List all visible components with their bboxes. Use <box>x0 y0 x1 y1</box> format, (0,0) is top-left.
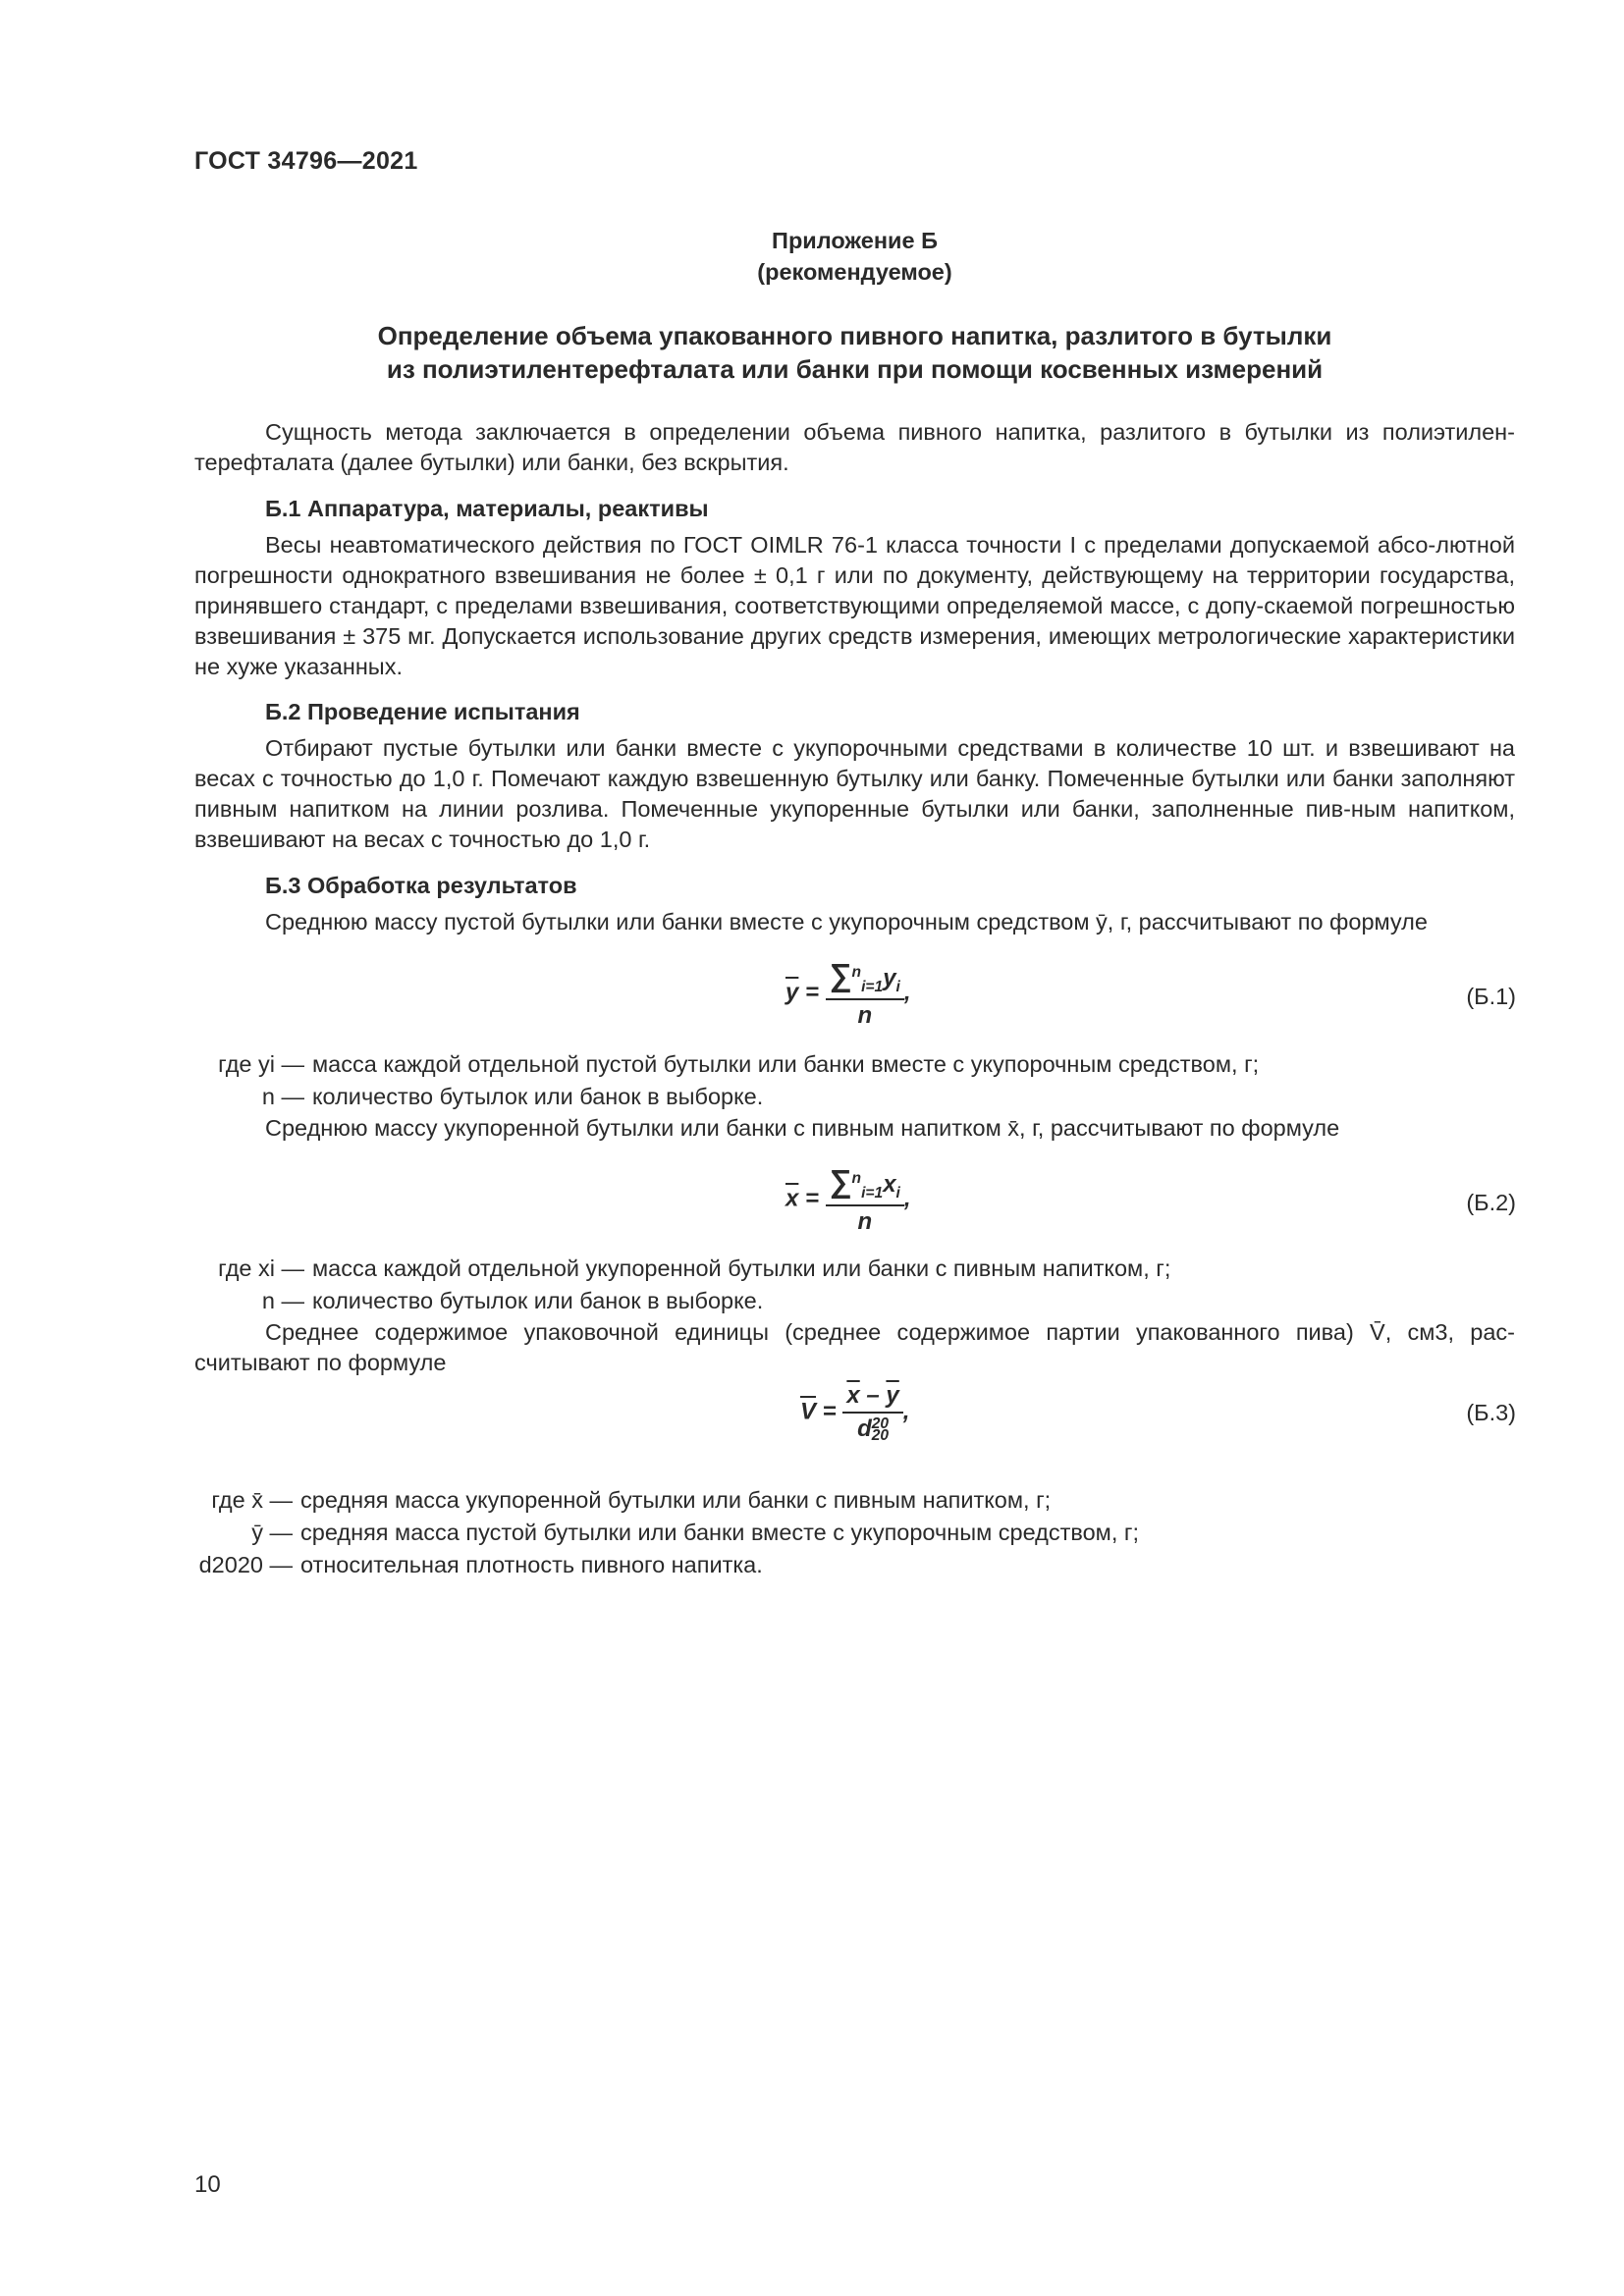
section-b2-text: Отбирают пустые бутылки или банки вместе с укупорочными средствами в количестве 10 шт. и взвешивают на весах с точностью до 1,0 г. Помечают каждую взвешенную бутылку или банку. Помеченные бутылки или банки заполняют пивным напитком на линии розлива. Помеченные укупоренные бутылки или банки, заполненные пив-ным напитком, взвешивают на весах с точностью до 1,0 г. <box>194 735 1515 852</box>
annex-title: Приложение Б <box>772 228 938 253</box>
section-b3-heading: Б.3 Обработка результатов <box>265 873 577 898</box>
definition-text: относительная плотность пивного напитка. <box>300 1552 763 1577</box>
section-b1-heading: Б.1 Аппаратура, материалы, реактивы <box>265 496 709 521</box>
definitions-b2 <box>194 1253 1170 1317</box>
definition-row <box>194 1048 1259 1081</box>
definition-text: средняя масса пустой бутылки или банки вместе с укупорочным средством, г; <box>300 1520 1139 1545</box>
intro-paragraph: Сущность метода заключается в определении объема пивного напитка, разлитого в бутылки из полиэтилен-терефталата (далее бутылки) или банки, без вскрытия. <box>194 419 1515 475</box>
definition-row <box>194 1484 1139 1517</box>
definition-row <box>194 1549 1139 1581</box>
title-line-1: Определение объема упакованного пивного напитка, разлитого в бутылки <box>377 321 1332 350</box>
page-number: 10 <box>194 2171 221 2198</box>
definition-row <box>194 1517 1139 1549</box>
equation-number-b1: (Б.1) <box>1466 984 1516 1009</box>
definition-text: количество бутылок или банок в выборке. <box>312 1288 764 1313</box>
definitions-b3 <box>194 1484 1139 1581</box>
definition-symbol: ȳ — <box>251 1520 293 1545</box>
definition-symbol: где xi — <box>218 1255 304 1281</box>
equation-number-b2: (Б.2) <box>1466 1190 1516 1215</box>
definition-symbol: n — <box>261 1288 304 1313</box>
formula-b3: $\overline{V}$ = $\overline{x} - \overline{y}$ d 20 20 , <box>800 1382 910 1444</box>
equation-number-b3: (Б.3) <box>1466 1400 1516 1425</box>
formula-b1: $\overline{y}$ = $\frac{\sum^n_{i=1}y_i}{n}$ , <box>785 957 911 1029</box>
section-b1-text: Весы неавтоматического действия по ГОСТ OIMLR 76-1 класса точности I с пределами допускаемой абсо-лютной погрешности однократного взвешивания не более ± 0,1 г или по документу, действующему на территории государства, принявшего стандарт, с пределами взвешивания, соответствующими определяемой массе, с допу-скаемой погрешностью взвешивания ± 375 мг. Допускается использование других средств измерения, имеющих метрологические характеристики не хуже указанных. <box>194 532 1515 679</box>
definition-symbol: d2020 — <box>198 1552 293 1577</box>
section-b3-intro-2: Среднюю массу укупоренной бутылки или банки с пивным напитком x̄, г, рассчитывают по формуле <box>265 1115 1340 1141</box>
definition-symbol: n — <box>261 1084 304 1109</box>
definition-text: средняя масса укупоренной бутылки или банки с пивным напитком, г; <box>300 1487 1052 1513</box>
section-b3-intro-1: Среднюю массу пустой бутылки или банки вместе с укупорочным средством ȳ, г, рассчитывают по формуле <box>265 909 1428 934</box>
definitions-b1 <box>194 1048 1259 1113</box>
formula-b2: $\overline{x}$ = $\frac{\sum^n_{i=1}x_i}{n}$ , <box>785 1163 911 1235</box>
definition-row <box>194 1081 1259 1113</box>
annex-status: (рекомендуемое) <box>757 259 952 285</box>
section-b2-heading: Б.2 Проведение испытания <box>265 699 580 724</box>
definition-text: масса каждой отдельной пустой бутылки или банки вместе с укупорочным средством, г; <box>312 1051 1260 1077</box>
definition-text: масса каждой отдельной укупоренной бутылки или банки с пивным напитком, г; <box>312 1255 1171 1281</box>
definition-row <box>194 1285 1170 1317</box>
definition-symbol: где yi — <box>218 1051 304 1077</box>
definition-row <box>194 1253 1170 1285</box>
definition-text: количество бутылок или банок в выборке. <box>312 1084 764 1109</box>
document-id: ГОСТ 34796—2021 <box>194 147 418 175</box>
definition-symbol: где x̄ — <box>211 1487 293 1513</box>
title-line-2: из полиэтилентерефталата или банки при помощи косвенных измерений <box>386 354 1324 384</box>
section-b3-intro-3: Среднее содержимое упаковочной единицы (среднее содержимое партии упакованного пива) V̄, см3, рас-считывают по формуле <box>194 1319 1515 1375</box>
